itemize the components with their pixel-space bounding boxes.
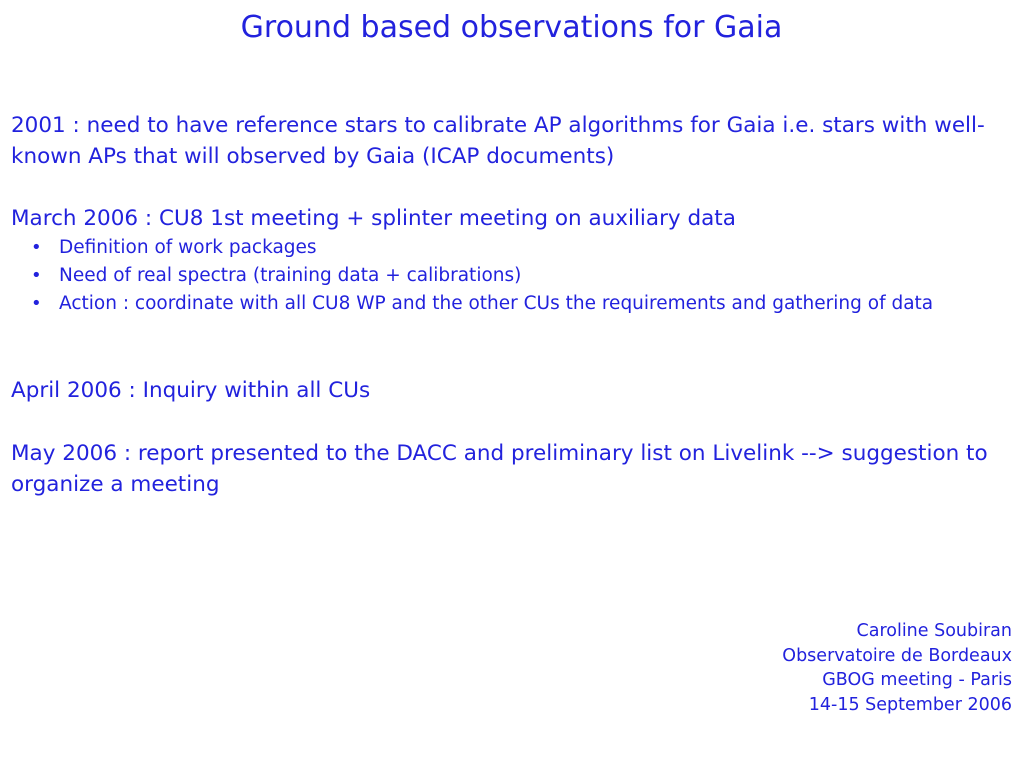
bullet-text: Action : coordinate with all CU8 WP and the other CUs the requirements and gathering of data — [59, 293, 934, 314]
slide-title: Ground based observations for Gaia — [240, 10, 783, 45]
author-name: Caroline Soubiran — [856, 621, 1012, 641]
list-item — [11, 290, 1011, 318]
paragraph-2001: 2001 : need to have reference stars to calibrate AP algorithms for Gaia i.e. stars with well-known APs that will observed by Gaia (ICAP documents) — [11, 113, 985, 169]
institution: Observatoire de Bordeaux — [782, 645, 1012, 666]
bullet-icon: • — [31, 293, 42, 314]
paragraph-march-2006: March 2006 : CU8 1st meeting + splinter meeting on auxiliary data — [11, 206, 736, 231]
bullet-list — [11, 234, 1011, 318]
bullet-icon: • — [31, 237, 42, 258]
event-date: 14-15 September 2006 — [808, 695, 1012, 716]
bullet-text: Definition of work packages — [59, 237, 317, 258]
paragraph-april-2006: April 2006 : Inquiry within all CUs — [11, 378, 371, 403]
event-name: GBOG meeting - Paris — [822, 670, 1012, 691]
bullet-icon: • — [31, 265, 42, 286]
list-item — [11, 262, 1011, 290]
credits-block — [782, 619, 1012, 718]
list-item — [11, 234, 1011, 262]
paragraph-may-2006: May 2006 : report presented to the DACC and preliminary list on Livelink --> suggestion to organize a meeting — [11, 441, 988, 497]
bullet-text: Need of real spectra (training data + calibrations) — [59, 265, 522, 286]
